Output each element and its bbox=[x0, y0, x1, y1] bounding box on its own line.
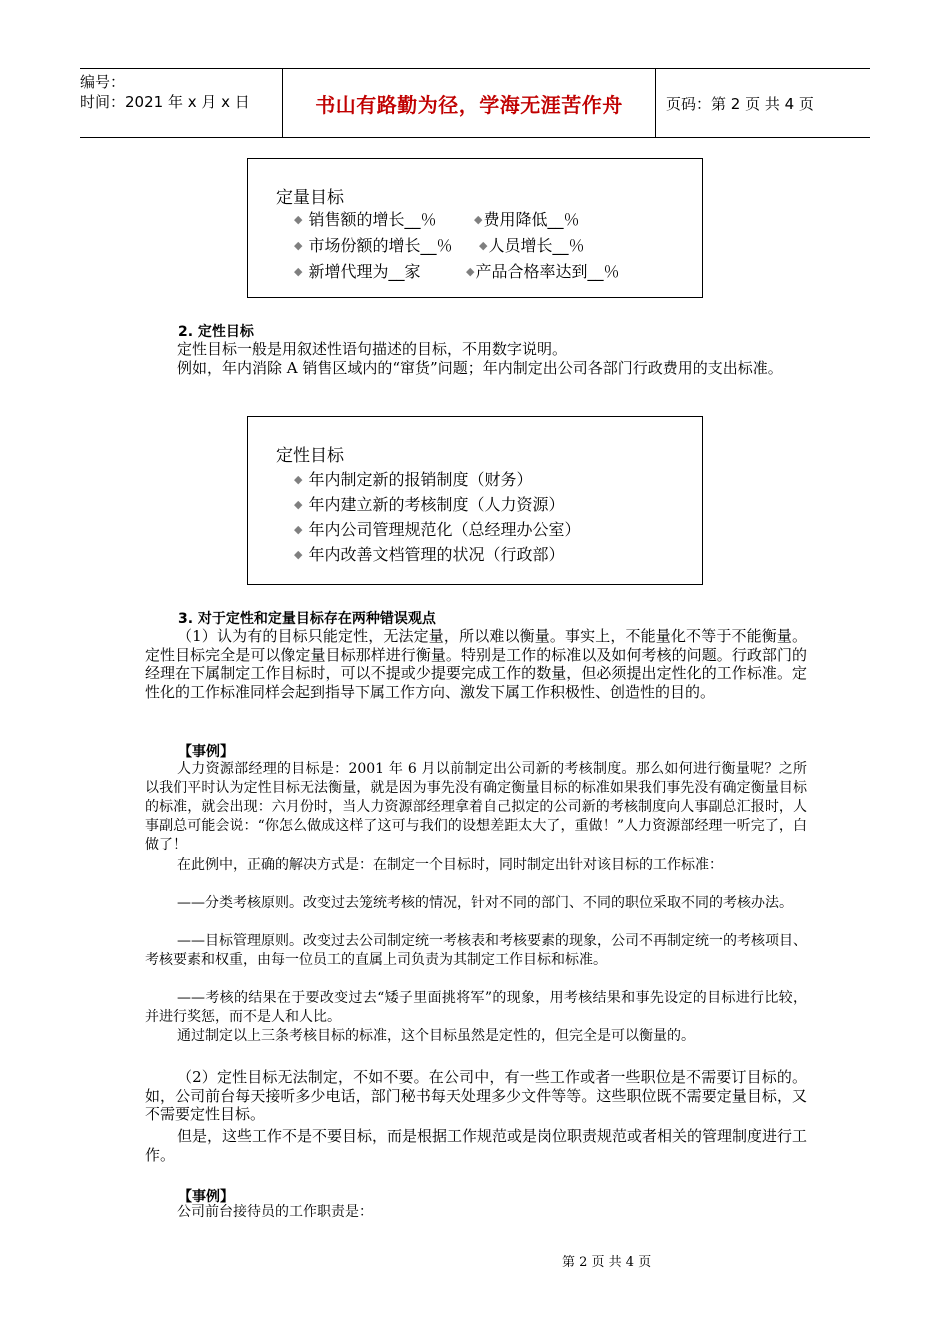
header-motto-cell bbox=[282, 69, 656, 137]
paragraph: 定性目标一般是用叙述性语句描述的目标，不用数字说明。 bbox=[177, 340, 568, 358]
header-page-cell bbox=[656, 69, 870, 137]
list-item: ◆ 年内制定新的报销制度（财务） bbox=[294, 470, 533, 489]
list-item: ◆费用降低__％ bbox=[474, 210, 580, 229]
paragraph: 但是，这些工作不是不要目标，而是根据工作规范或是岗位职责规范或者相关的管理制度进行工作。 bbox=[145, 1127, 808, 1164]
list-item: ◆ 年内公司管理规范化（总经理办公室） bbox=[294, 520, 581, 539]
list-item: ◆ 市场份额的增长__％ bbox=[294, 236, 453, 255]
case-label: 【事例】 bbox=[178, 1189, 234, 1205]
diamond-bullet-icon: ◆ bbox=[466, 265, 475, 278]
diamond-bullet-icon: ◆ bbox=[479, 239, 488, 252]
diamond-bullet-icon: ◆ bbox=[294, 548, 303, 561]
diamond-bullet-icon: ◆ bbox=[294, 213, 303, 226]
paragraph: ——分类考核原则。改变过去笼统考核的情况，针对不同的部门、不同的职位采取不同的考核办法。 bbox=[177, 895, 793, 911]
paragraph: 例如，年内消除 A 销售区域内的“窜货”问题；年内制定出公司各部门行政费用的支出标准。 bbox=[177, 359, 783, 377]
header-page-label: 页码：第 2 页 共 4 页 bbox=[666, 94, 814, 113]
box-title: 定性目标 bbox=[276, 446, 344, 466]
paragraph: 人力资源部经理的目标是：2001 年 6 月以前制定出公司新的考核制度。那么如何进行衡量呢？之所以我们平时认为定性目标无法衡量，就是因为事先没有确定衡量目标的标准如果我们事先没有确定衡量目标的标准，就会出现：六月份时，当人力资源部经理拿着自己拟定的公司新的考核制度向人事副总汇报时，人事副总可能会说：“你怎么做成这样了这可与我们的设想差距太大了，重做！”人力资源部经理一听完了，白做了！ bbox=[145, 761, 807, 853]
diamond-bullet-icon: ◆ bbox=[474, 213, 483, 226]
list-item: ◆ 销售额的增长__％ bbox=[294, 210, 437, 229]
section-3-heading: 3. 对于定性和定量目标存在两种错误观点 bbox=[178, 611, 436, 627]
quantitative-goals-box bbox=[247, 158, 703, 298]
box-title: 定量目标 bbox=[276, 188, 344, 208]
qualitative-goals-box bbox=[247, 416, 703, 585]
list-item: ◆ 年内改善文档管理的状况（行政部） bbox=[294, 545, 565, 564]
paragraph: 在此例中，正确的解决方式是：在制定一个目标时，同时制定出针对该目标的工作标准： bbox=[177, 857, 723, 873]
header-info bbox=[80, 69, 282, 140]
paragraph: 公司前台接待员的工作职责是： bbox=[177, 1204, 373, 1220]
case-label: 【事例】 bbox=[178, 744, 234, 760]
list-item: ◆ 年内建立新的考核制度（人力资源） bbox=[294, 495, 565, 514]
date-label: 时间：2021 年 x 月 x 日 bbox=[80, 93, 250, 111]
header-motto: 书山有路勤为径，学海无涯苦作舟 bbox=[315, 92, 623, 117]
number-label: 编号： bbox=[80, 73, 126, 91]
list-item: ◆人员增长__％ bbox=[479, 236, 585, 255]
list-item: ◆产品合格率达到__％ bbox=[466, 262, 620, 281]
paragraph: ——考核的结果在于要改变过去“矮子里面挑将军”的现象，用考核结果和事先设定的目标进行比较，并进行奖惩，而不是人和人比。 bbox=[145, 990, 807, 1025]
list-item: ◆ 新增代理为__家 bbox=[294, 262, 421, 281]
paragraph: （1）认为有的目标只能定性，无法定量，所以难以衡量。事实上，不能量化不等于不能衡量。定性目标完全是可以像定量目标那样进行衡量。特别是工作的标准以及如何考核的问题。行政部门的经理在下属制定工作目标时，可以不提或少提要完成工作的数量，但必须提出定性化的工作标准。定性化的工作标准同样会起到指导下属工作方向、激发下属工作积极性、创造性的目的。 bbox=[145, 627, 807, 701]
page-footer: 第 2 页 共 4 页 bbox=[562, 1255, 652, 1270]
diamond-bullet-icon: ◆ bbox=[294, 473, 303, 486]
diamond-bullet-icon: ◆ bbox=[294, 498, 303, 511]
page-header bbox=[80, 68, 870, 138]
paragraph: 通过制定以上三条考核目标的标准，这个目标虽然是定性的，但完全是可以衡量的。 bbox=[177, 1028, 695, 1044]
section-2-heading: 2. 定性目标 bbox=[178, 324, 254, 340]
paragraph: （2）定性目标无法制定，不如不要。在公司中，有一些工作或者一些职位是不需要订目标的。如，公司前台每天接听多少电话，部门秘书每天处理多少文件等等。这些职位既不需要定量目标，又不需要定性目标。 bbox=[145, 1068, 807, 1123]
diamond-bullet-icon: ◆ bbox=[294, 239, 303, 252]
diamond-bullet-icon: ◆ bbox=[294, 265, 303, 278]
diamond-bullet-icon: ◆ bbox=[294, 523, 303, 536]
paragraph: ——目标管理原则。改变过去公司制定统一考核表和考核要素的现象，公司不再制定统一的考核项目、考核要素和权重，由每一位员工的直属上司负责为其制定工作目标和标准。 bbox=[145, 933, 807, 968]
